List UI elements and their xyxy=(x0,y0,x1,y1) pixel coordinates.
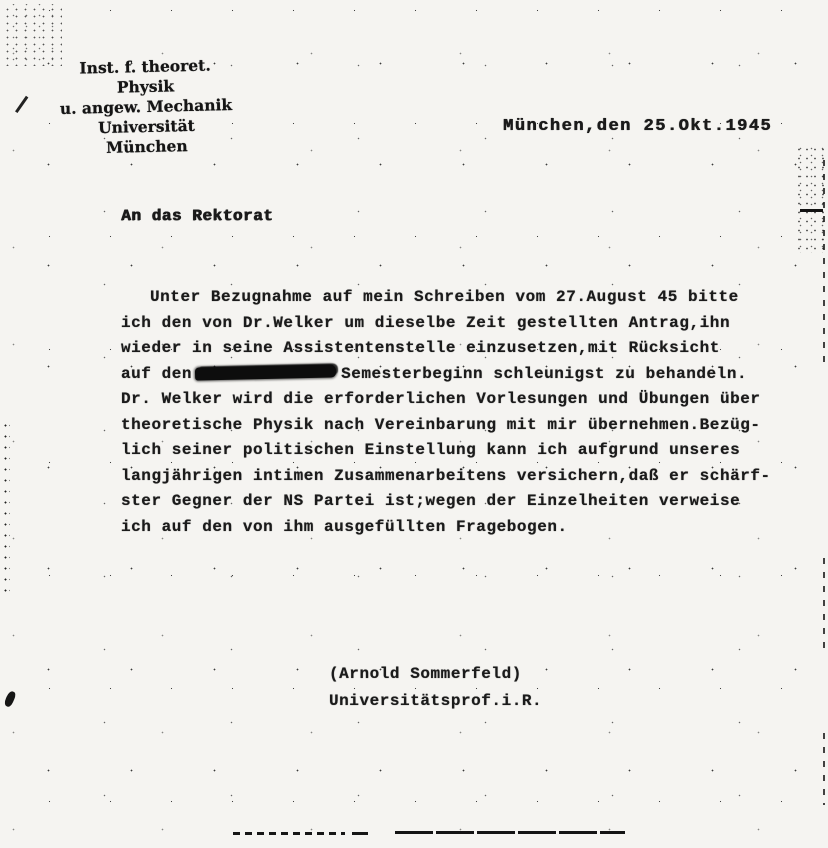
scan-noise-left-edge xyxy=(3,420,10,595)
body-line: langjährigen intimen Zusammenarbeitens versichern,daß er schärf- xyxy=(121,466,771,485)
signature-block xyxy=(329,661,542,714)
right-edge-dash-line xyxy=(823,558,825,650)
ink-blob-artifact xyxy=(3,690,17,708)
bottom-scan-line xyxy=(352,832,368,835)
letterhead-line-institute: Inst. f. theoret. Physik xyxy=(79,55,211,97)
scan-noise-right-edge xyxy=(795,145,825,253)
body-line-prefix: auf den xyxy=(121,364,193,383)
body-line: ich auf den von ihm ausgefüllten Fragebogen. xyxy=(121,517,568,536)
right-edge-dash-line xyxy=(823,160,825,368)
signature-title: Universitätsprof.i.R. xyxy=(329,691,543,710)
body-line-with-redaction xyxy=(121,362,811,388)
redacted-word xyxy=(195,364,336,380)
salutation: An das Rektorat xyxy=(121,207,274,225)
body-line-suffix: Semesterbeginn schleunigst zu behandeln. xyxy=(341,364,748,383)
letterhead-line-university: Universität München xyxy=(97,115,195,157)
body-line: ster Gegner der NS Partei ist;wegen der Einzelheiten verweise xyxy=(121,492,741,510)
body-line: ich den von Dr.Welker um dieselbe Zeit gestellten Antrag,ihn xyxy=(121,313,731,332)
body-line: Dr. Welker wird die erforderlichen Vorlesungen und Übungen über xyxy=(121,390,761,408)
signature-name: (Arnold Sommerfeld) xyxy=(329,665,522,683)
slash-mark-artifact xyxy=(15,96,28,113)
letterhead xyxy=(55,55,237,159)
right-edge-dash-line xyxy=(823,733,825,805)
letterhead-line-department: u. angew. Mechanik xyxy=(59,95,233,118)
bottom-scan-line xyxy=(233,832,345,835)
body-paragraph xyxy=(121,285,811,540)
bottom-scan-line xyxy=(395,831,625,834)
scan-noise-top-left xyxy=(2,4,62,66)
dateline: München,den 25.Okt.1945 xyxy=(503,117,773,136)
right-margin-dash-artifact xyxy=(800,209,823,212)
body-line: Unter Bezugnahme auf mein Schreiben vom 27.August 45 bitte xyxy=(150,288,739,306)
body-line: theoretische Physik nach Vereinbarung mit mir übernehmen.Bezüg- xyxy=(121,415,761,434)
body-line: wieder in seine Assistentenstelle einzusetzen,mit Rücksicht xyxy=(121,339,720,357)
body-line: lich seiner politischen Einstellung kann ich aufgrund unseres xyxy=(121,441,741,459)
